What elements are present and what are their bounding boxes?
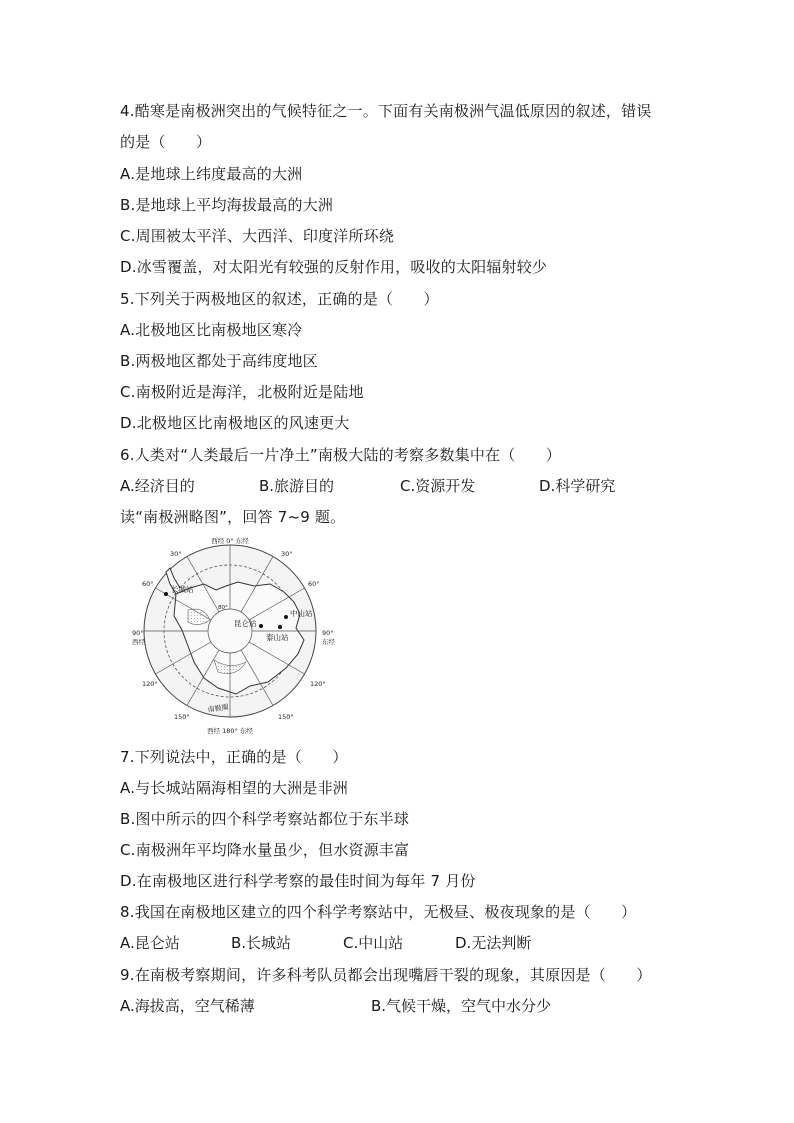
q4-option-b: B.是地球上平均海拔最高的大洲 bbox=[120, 196, 334, 214]
station-marker-zhongshan bbox=[284, 615, 288, 619]
map-label-60e: 60° bbox=[308, 580, 320, 588]
q5-stem: 5.下列关于两极地区的叙述，正确的是（ ） bbox=[120, 290, 439, 308]
q4-option-c: C.周围被太平洋、大西洋、印度洋所环绕 bbox=[120, 227, 395, 245]
q6-option-a: A.经济目的 bbox=[120, 477, 195, 495]
q6-option-d: D.科学研究 bbox=[539, 477, 616, 495]
q5-option-c: C.南极附近是海洋，北极附近是陆地 bbox=[120, 383, 364, 401]
q8-option-b: B.长城站 bbox=[231, 934, 292, 952]
q5-option-a: A.北极地区比南极地区寒冷 bbox=[120, 321, 303, 339]
q6-option-c: C.资源开发 bbox=[400, 477, 476, 495]
q5-option-b: B.两极地区都处于高纬度地区 bbox=[120, 352, 318, 370]
q7-option-b: B.图中所示的四个科学考察站都位于东半球 bbox=[120, 810, 410, 828]
map-label-east: 东经 bbox=[322, 638, 335, 646]
map-label-150e: 150° bbox=[278, 713, 294, 721]
station-label-changcheng: 长城站 bbox=[171, 585, 194, 594]
antarctica-map bbox=[118, 536, 352, 736]
q6-option-b: B.旅游目的 bbox=[259, 477, 335, 495]
q7-option-c: C.南极洲年平均降水量虽少，但水资源丰富 bbox=[120, 841, 410, 859]
q9-stem: 9.在南极考察期间，许多科考队员都会出现嘴唇干裂的现象，其原因是（ ） bbox=[120, 966, 652, 984]
map-label-30w: 30° bbox=[170, 550, 182, 558]
q4-option-d: D.冰雪覆盖，对太阳光有较强的反射作用，吸收的太阳辐射较少 bbox=[120, 258, 548, 276]
read-map-prompt: 读“南极洲略图”，回答 7~9 题。 bbox=[120, 508, 346, 526]
station-label-zhongshan: 中山站 bbox=[290, 609, 313, 618]
q7-stem: 7.下列说法中，正确的是（ ） bbox=[120, 748, 348, 766]
station-marker-taishan bbox=[278, 625, 282, 629]
station-label-taishan: 泰山站 bbox=[266, 633, 289, 642]
map-label-60w: 60° bbox=[142, 580, 154, 588]
map-label-120e: 120° bbox=[310, 680, 326, 688]
q4-stem-line1: 4.酷寒是南极洲突出的气候特征之一。下面有关南极洲气温低原因的叙述，错误 bbox=[120, 102, 652, 120]
q9-option-a: A.海拔高，空气稀薄 bbox=[120, 997, 255, 1015]
map-label-90w: 90° bbox=[132, 629, 144, 637]
q7-option-d: D.在南极地区进行科学考察的最佳时间为每年 7 月份 bbox=[120, 872, 476, 890]
q9-option-b: B.气候干燥，空气中水分少 bbox=[371, 997, 552, 1015]
map-label-120w: 120° bbox=[142, 680, 158, 688]
map-label-80: 80° bbox=[218, 605, 228, 611]
station-label-kunlun: 昆仑站 bbox=[234, 619, 257, 628]
q6-stem: 6.人类对“人类最后一片净土”南极大陆的考察多数集中在（ ） bbox=[120, 446, 562, 464]
q4-stem-line2: 的是（ ） bbox=[120, 133, 212, 151]
map-label-90e: 90° bbox=[322, 629, 334, 637]
map-label-top: 西经 0° 东经 bbox=[211, 537, 249, 545]
q9-options bbox=[120, 996, 680, 1016]
q8-option-d: D.无法判断 bbox=[455, 934, 532, 952]
q4-option-a: A.是地球上纬度最高的大洲 bbox=[120, 165, 303, 183]
q8-option-c: C.中山站 bbox=[343, 934, 404, 952]
station-marker-kunlun bbox=[259, 624, 263, 628]
q8-stem: 8.我国在南极地区建立的四个科学考察站中，无极昼、极夜现象的是（ ） bbox=[120, 903, 637, 921]
station-marker-changcheng bbox=[164, 592, 168, 596]
map-label-antarctic-circle: 南极圈 bbox=[207, 703, 230, 714]
map-label-150w: 150° bbox=[174, 713, 190, 721]
q5-option-d: D.北极地区比南极地区的风速更大 bbox=[120, 414, 350, 432]
q8-options bbox=[120, 933, 680, 953]
map-label-30e: 30° bbox=[281, 550, 293, 558]
map-label-bottom: 西经 180° 东经 bbox=[207, 727, 253, 735]
map-label-west: 西经 bbox=[132, 638, 145, 646]
q8-option-a: A.昆仑站 bbox=[120, 934, 180, 952]
q6-options bbox=[120, 476, 680, 496]
q7-option-a: A.与长城站隔海相望的大洲是非洲 bbox=[120, 779, 348, 797]
